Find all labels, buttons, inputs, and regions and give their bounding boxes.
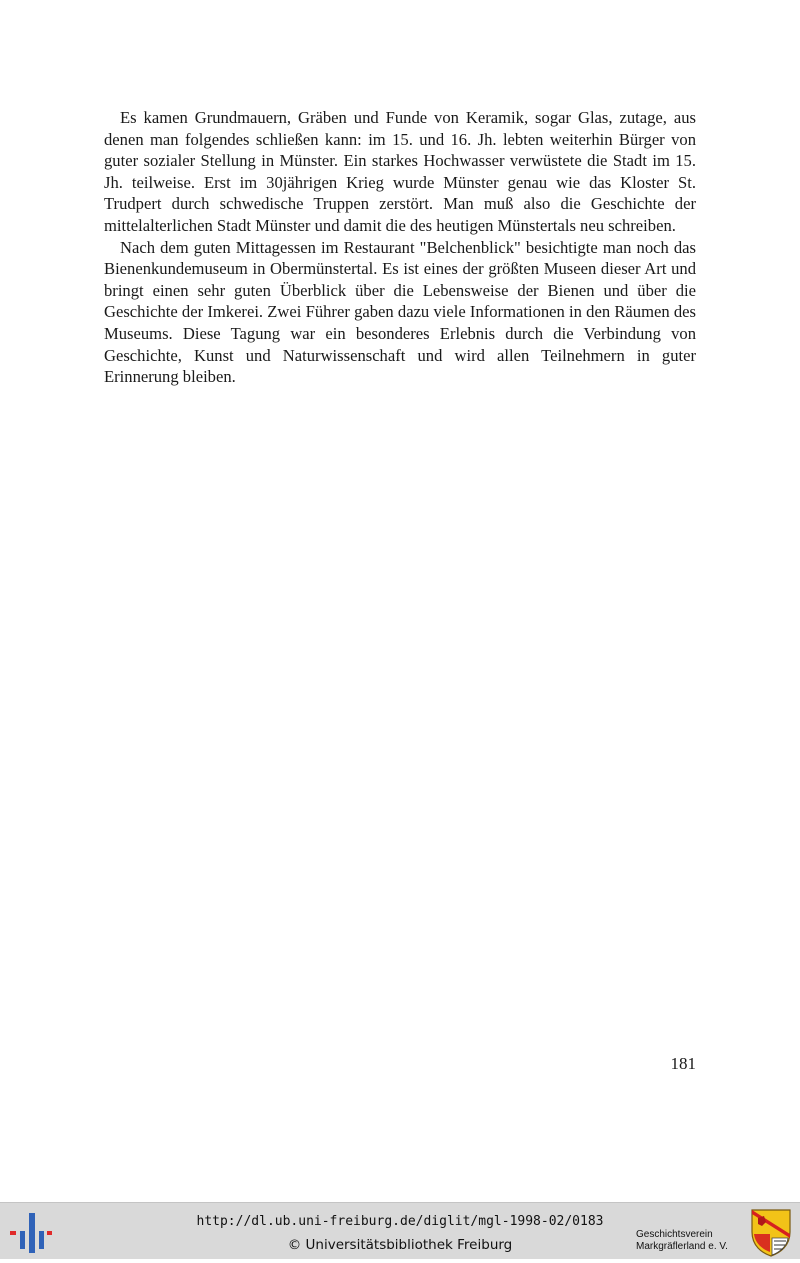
body-text	[104, 107, 696, 388]
footer-url-link[interactable]: http://dl.ub.uni-freiburg.de/diglit/mgl-1998-02/0183	[196, 1214, 604, 1229]
society-name	[636, 1229, 748, 1253]
logo-red-dash-left	[10, 1231, 16, 1235]
logo-bar-short-right	[39, 1231, 44, 1249]
footer-copyright: © Universitätsbibliothek Freiburg	[287, 1237, 513, 1253]
logo-bar-short	[20, 1231, 25, 1249]
logo-red-dash-right	[47, 1231, 52, 1235]
paragraph-2: Nach dem guten Mittagessen im Restaurant "Belchenblick" besichtigte man noch das Bienenkundemuseum in Obermünstertal. Es ist eines der größten Museen dieser Art und bringt einen sehr guten Überblick über die Lebensweise der Bienen und über die Geschichte der Imkerei. Zwei Führer gaben dazu viele Informationen in den Räumen des Museums. Diese Tagung war ein besonderes Erlebnis durch die Verbindung von Geschichte, Kunst und Naturwissenschaft und wird allen Teilnehmern in guter Erinnerung bleiben.	[104, 237, 696, 387]
coat-of-arms-icon[interactable]	[750, 1208, 792, 1258]
society-line-1: Geschichtsverein	[636, 1229, 713, 1240]
digital-library-logo-icon[interactable]	[10, 1211, 52, 1255]
page-number: 181	[670, 1054, 696, 1073]
society-line-2: Markgräflerland e. V.	[636, 1241, 728, 1252]
paragraph-1: Es kamen Grundmauern, Gräben und Funde von Keramik, sogar Glas, zutage, aus denen man folgendes schließen kann: im 15. und 16. Jh. lebten weiterhin Bürger von guter sozialer Stellung in Münster. Ein starkes Hochwasser verwüstete die Stadt im 15. Jh. teilweise. Erst im 30jährigen Krieg wurde Münster genau wie das Kloster St. Trudpert durch schwedische Truppen zerstört. Man muß also die Geschichte der mittelalterlichen Stadt Münster und damit die des heutigen Münstertals neu schreiben.	[104, 108, 696, 235]
viewer-footer	[0, 1202, 800, 1259]
logo-bar-tall	[29, 1213, 35, 1253]
